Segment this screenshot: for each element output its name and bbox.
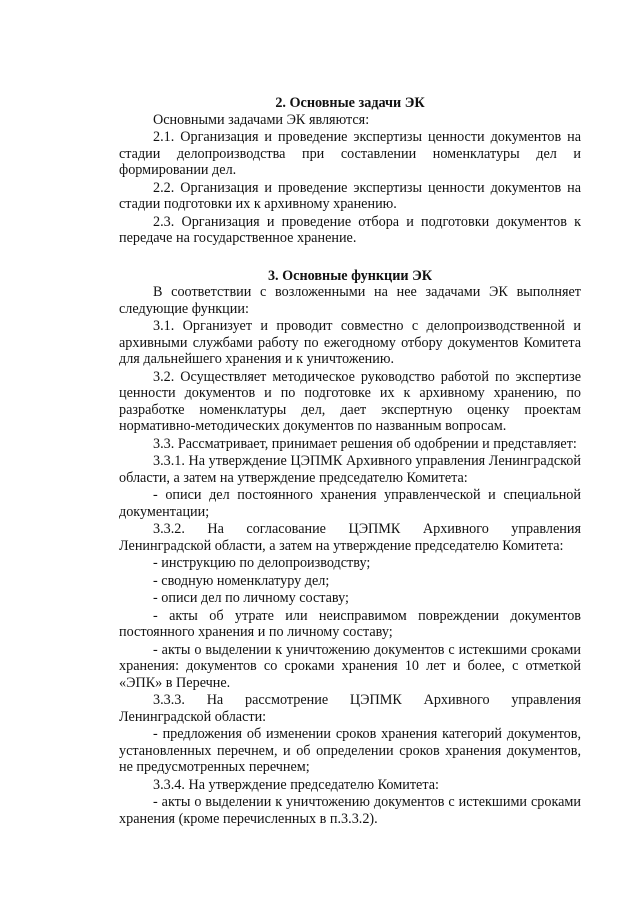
list-item-instruction: - инструкцию по делопроизводству; [153, 555, 371, 571]
list-item-nomenclature: - сводную номенклатуру дел; [153, 572, 330, 589]
list-item-destruction-acts-epk: - акты о выделении к уничтожению документов с истекшими сроками хранения: документов со сроками хранения 10 лет и более, с отметкой «ЭПК» в Перечне. [119, 641, 581, 691]
paragraph-3-3-3: 3.3.3. На рассмотрение ЦЭПМК Архивного управления Ленинградской области: [119, 692, 581, 725]
paragraph-2-2: 2.2. Организация и проведение экспертизы ценности документов на стадии подготовки их к архивному хранению. [119, 179, 581, 212]
list-item-loss-acts: - акты об утрате или неисправимом повреждении документов постоянного хранения и по личному составу; [119, 607, 581, 640]
paragraph-intro-tasks: Основными задачами ЭК являются: [153, 111, 370, 128]
paragraph-3-1: 3.1. Организует и проводит совместно с делопроизводственной и архивными службами работу по ежегодному отбору документов Комитета для дальнейшего хранения и к уничтожению. [119, 318, 581, 367]
paragraph-3-3: 3.3. Рассматривает, принимает решения об одобрении и представляет: [153, 435, 577, 452]
paragraph-3-3-2: 3.3.2. На согласование ЦЭПМК Архивного управления Ленинградской области, а затем на утверждение председателю Комитета: [119, 521, 581, 554]
list-item-personnel-inventory: - описи дел по личному составу; [153, 590, 349, 606]
paragraph-2-1: 2.1. Организация и проведение экспертизы ценности документов на стадии делопроизводства при составлении номенклатуры дел и формировании дел. [119, 129, 581, 178]
section-title-functions: 3. Основные функции ЭК [267, 267, 433, 284]
paragraph-2-3: 2.3. Организация и проведение отбора и подготовки документов к передаче на государственное хранение. [119, 213, 581, 246]
section-title-tasks: 2. Основные задачи ЭК [275, 95, 425, 111]
document-page [119, 95, 581, 827]
list-item-destruction-acts: - акты о выделении к уничтожению документов с истекшими сроками хранения (кроме перечисленных в п.3.3.2). [119, 794, 581, 827]
list-item-retention-proposals: - предложения об изменении сроков хранения категорий документов, установленных перечнем, и об определении сроков хранения документов, не предусмотренных перечнем; [119, 726, 581, 775]
section-tasks [119, 95, 581, 247]
paragraph-3-3-4: 3.3.4. На утверждение председателю Комитета: [153, 776, 439, 793]
paragraph-intro-functions: В соответствии с возложенными на нее задачами ЭК выполняет следующие функции: [119, 284, 581, 317]
paragraph-3-3-1: 3.3.1. На утверждение ЦЭПМК Архивного управления Ленинградской области, а затем на утверждение председателю Комитета: [119, 453, 581, 486]
list-item-inventory-permanent: - описи дел постоянного хранения управленческой и специальной документации; [119, 487, 581, 520]
section-functions [119, 268, 581, 828]
paragraph-3-2: 3.2. Осуществляет методическое руководство работой по экспертизе ценности документов и по подготовке их к архивному хранению, по разработке номенклатуры дел, дает экспертную оценку проектам нормативно-методических документов по названным вопросам. [119, 368, 581, 434]
